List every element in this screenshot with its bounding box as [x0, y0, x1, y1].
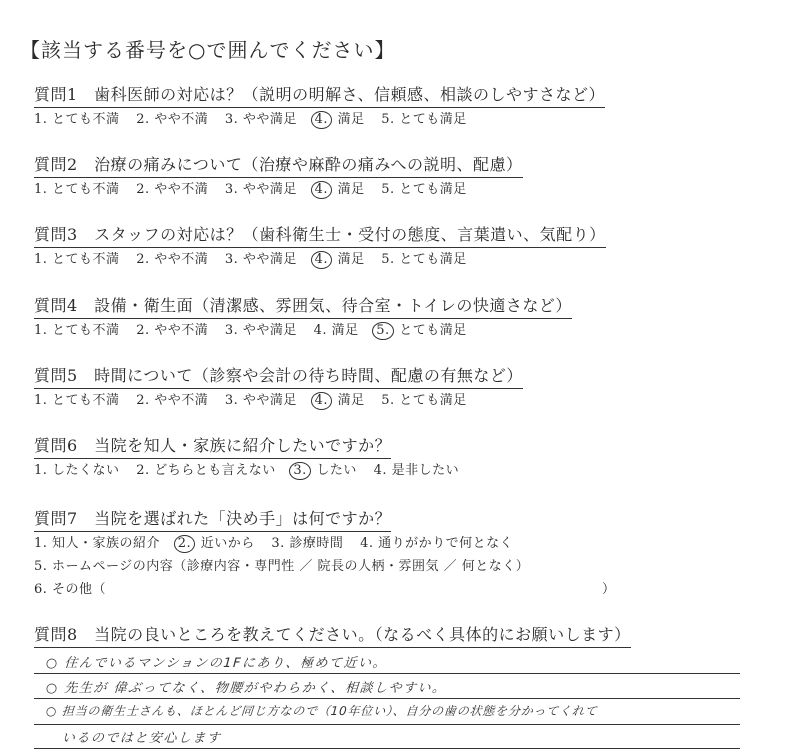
q7-option-5[interactable]: 5. ホームページの内容（診療内容・専門性 ／ 院長の人柄・雰囲気 ／ 何となく）: [34, 559, 530, 574]
question-8-label: 質問8 当院の良いところを教えてください。（なるべく具体的にお願いします）: [34, 622, 631, 648]
handwritten-answer-3: ○ 担当の衛生士さんも、ほとんど同じ方なので（10年位い）、自分の歯の状態を分かってくれて: [45, 704, 599, 718]
selected-circle-mark: 5.: [372, 322, 393, 340]
q3-option-1[interactable]: 1. とても不満: [34, 252, 120, 267]
q4-option-3[interactable]: 3. やや満足: [224, 323, 297, 338]
q7-option-2-selected[interactable]: 2. 近いから: [177, 532, 255, 553]
q4-option-4[interactable]: 4. 満足: [313, 323, 359, 338]
question-7-options-row-1: [34, 532, 525, 553]
selected-circle-mark: 4.: [311, 251, 332, 269]
q6-option-1[interactable]: 1. したくない: [34, 463, 120, 478]
q6-option-4[interactable]: 4. 是非したい: [373, 463, 460, 478]
q5-option-1[interactable]: 1. とても不満: [34, 393, 120, 408]
q1-option-3[interactable]: 3. やや満足: [224, 112, 297, 127]
q2-option-3[interactable]: 3. やや満足: [224, 182, 297, 197]
handwritten-answer-4: いるのではと安心します: [61, 731, 222, 746]
q1-option-2[interactable]: 2. やや不満: [136, 112, 209, 127]
question-2-label: 質問2 治療の痛みについて（治療や麻酔の痛みへの説明、配慮）: [34, 152, 523, 178]
q5-option-2[interactable]: 2. やや不満: [136, 393, 209, 408]
question-4-options: [34, 319, 479, 340]
q3-option-5[interactable]: 5. とても満足: [381, 252, 467, 267]
q1-option-1[interactable]: 1. とても不満: [34, 112, 120, 127]
answer-line: [34, 748, 740, 749]
q4-option-2[interactable]: 2. やや不満: [136, 323, 209, 338]
answer-line: [34, 673, 740, 674]
question-3-options: [34, 248, 479, 269]
q7-option-1[interactable]: 1. 知人・家族の紹介: [34, 536, 161, 551]
q3-option-4-selected[interactable]: 4. 満足: [314, 248, 365, 269]
question-2-options: [34, 178, 479, 199]
q2-option-2[interactable]: 2. やや不満: [136, 182, 209, 197]
q7-option-6[interactable]: 6. その他（: [34, 582, 107, 597]
q2-option-1[interactable]: 1. とても不満: [34, 182, 120, 197]
q5-option-4-selected[interactable]: 4. 満足: [314, 389, 365, 410]
q7-option-3[interactable]: 3. 診療時間: [271, 536, 344, 551]
question-6-label: 質問6 当院を知人・家族に紹介したいですか？: [34, 433, 391, 459]
question-1-label: 質問1 歯科医師の対応は？（説明の明解さ、信頼感、相談のしやすさなど）: [34, 82, 605, 108]
q2-option-5[interactable]: 5. とても満足: [381, 182, 467, 197]
q1-option-4-selected[interactable]: 4. 満足: [314, 108, 365, 129]
q4-option-5-selected[interactable]: 5. とても満足: [375, 319, 467, 340]
q6-option-3-selected[interactable]: 3. したい: [292, 459, 357, 480]
answer-line: [34, 698, 740, 699]
q5-option-3[interactable]: 3. やや満足: [224, 393, 297, 408]
handwritten-answer-2: ○ 先生が 偉ぶってなく、物腰がやわらかく、相談しやすい。: [45, 681, 447, 696]
question-4-label: 質問4 設備・衛生面（清潔感、雰囲気、待合室・トイレの快適さなど）: [34, 293, 572, 319]
q3-option-3[interactable]: 3. やや満足: [224, 252, 297, 267]
selected-circle-mark: 3.: [289, 462, 310, 480]
q4-option-1[interactable]: 1. とても不満: [34, 323, 120, 338]
selected-circle-mark: 4.: [311, 111, 332, 129]
form-title: 【該当する番号を○で囲んでください】: [20, 38, 396, 62]
selected-circle-mark: 4.: [311, 392, 332, 410]
q2-option-4-selected[interactable]: 4. 満足: [314, 178, 365, 199]
answer-line: [34, 724, 740, 725]
question-7-label: 質問7 当院を選ばれた「決め手」は何ですか？: [34, 506, 391, 532]
question-1-options: [34, 108, 479, 129]
selected-circle-mark: 2.: [174, 535, 195, 553]
q6-option-2[interactable]: 2. どちらとも言えない: [136, 463, 276, 478]
q7-option-6-close-paren: ）: [602, 582, 616, 597]
question-5-options: [34, 389, 479, 410]
question-3-label: 質問3 スタッフの対応は？（歯科衛生士・受付の態度、言葉遣い、気配り）: [34, 222, 606, 248]
q3-option-2[interactable]: 2. やや不満: [136, 252, 209, 267]
handwritten-answer-1: ○ 住んでいるマンションの1Fにあり、極めて近い。: [45, 656, 388, 671]
q5-option-5[interactable]: 5. とても満足: [381, 393, 467, 408]
q7-option-4[interactable]: 4. 通りがかりで何となく: [360, 536, 514, 551]
question-5-label: 質問5 時間について（診察や会計の待ち時間、配慮の有無など）: [34, 363, 523, 389]
selected-circle-mark: 4.: [311, 181, 332, 199]
q1-option-5[interactable]: 5. とても満足: [381, 112, 467, 127]
question-6-options: [34, 459, 471, 480]
